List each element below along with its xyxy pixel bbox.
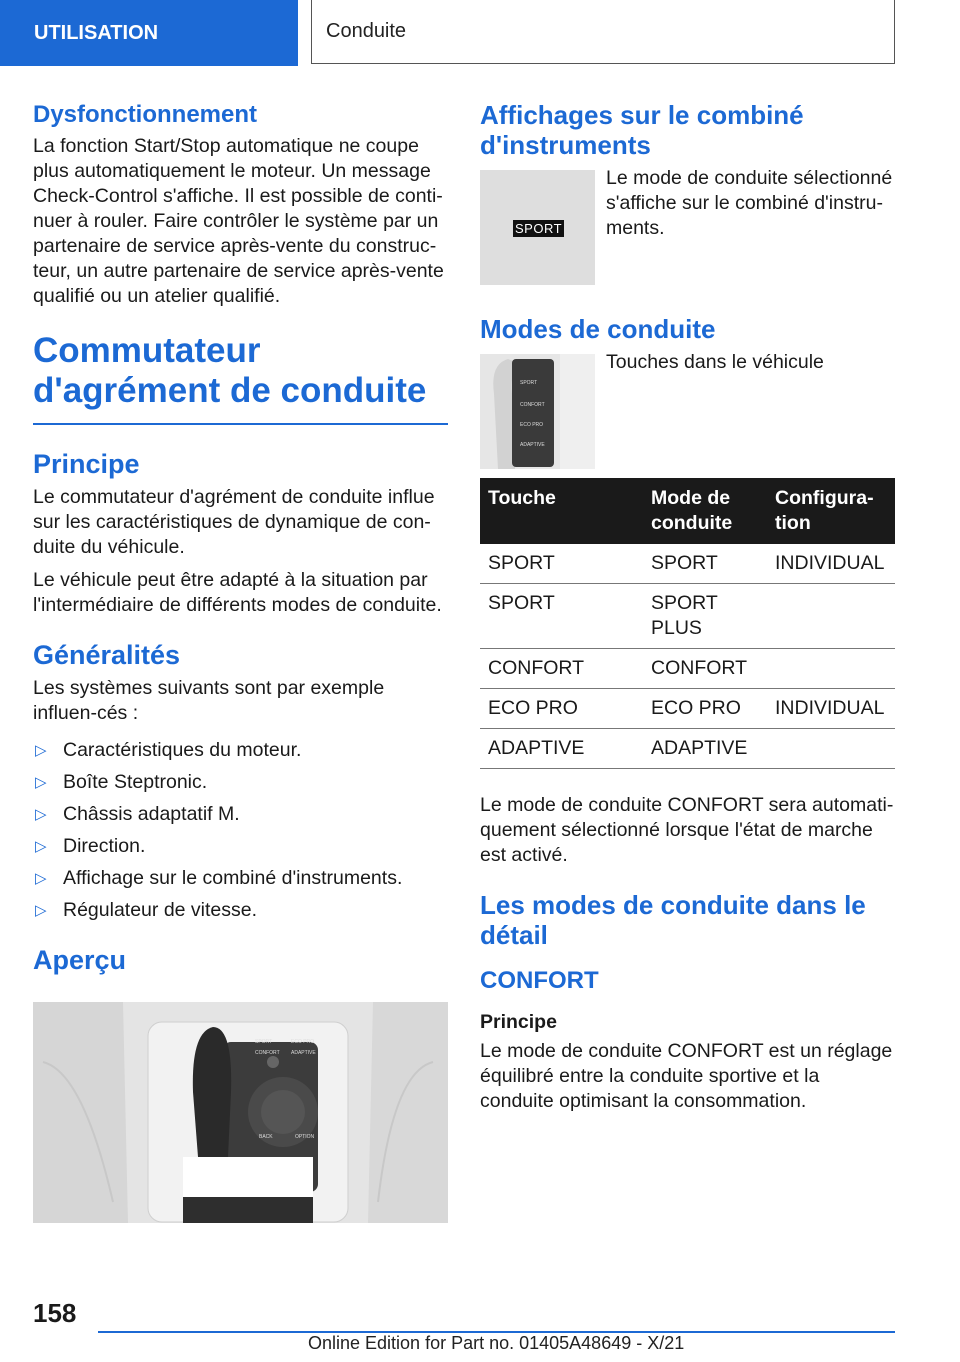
table-cell: INDIVIDUAL [767, 544, 895, 584]
table-header-row [480, 478, 895, 544]
label-principe: Principe [480, 1011, 557, 1033]
footer-edition: Online Edition for Part no. 01405A48649 - X/21 [308, 1333, 685, 1353]
button-label-confort: CONFORT [520, 402, 545, 408]
heading-detail: Les modes de conduite dans le détail [480, 890, 866, 950]
table-cell [767, 729, 895, 769]
heading-dysfonctionnement: Dysfonctionnement [33, 101, 258, 128]
list-item: ▷ Boîte Steptronic. [35, 771, 208, 793]
modes-table [480, 478, 895, 769]
page-number: 158 [33, 1298, 77, 1328]
table-cell: ADAPTIVE [643, 729, 767, 769]
systems-list [33, 738, 448, 923]
console-label-confort: CONFORT [255, 1050, 280, 1056]
heading-affichages: Affichages sur le combiné d'instruments [480, 100, 804, 160]
table-cell: SPORT PLUS [643, 584, 767, 649]
table-header-cell: Configura-tion [767, 478, 895, 544]
table-row [480, 544, 895, 584]
table-cell: ADAPTIVE [480, 729, 643, 769]
table-cell: ECO PRO [643, 689, 767, 729]
table-cell [767, 584, 895, 649]
chapter-title: Conduite [311, 0, 895, 64]
mode-buttons-image [480, 354, 595, 469]
table-header-cell: Touche [480, 478, 643, 544]
console-label-option: OPTION [295, 1134, 315, 1140]
title-divider [33, 423, 448, 425]
table-cell: ECO PRO [480, 689, 643, 729]
table-cell: SPORT [643, 544, 767, 584]
triangle-bullet-icon: ▷ [35, 838, 47, 855]
center-console-image [33, 1002, 448, 1223]
paragraph-affichages: Le mode de conduite sélectionné s'affiche sur le combiné d'instru-ments. [606, 167, 893, 239]
list-item: ▷ Direction. [35, 835, 146, 857]
table-cell: CONFORT [643, 649, 767, 689]
paragraph-confort: Le mode de conduite CONFORT est un réglage équilibré entre la conduite sportive et la conduite optimisant la consommation. [480, 1040, 893, 1112]
button-label-adaptive: ADAPTIVE [520, 442, 545, 448]
console-label-adaptive: ADAPTIVE [291, 1050, 316, 1056]
paragraph-after-table: Le mode de conduite CONFORT sera automati-quement sélectionné lorsque l'état de marche est activé. [480, 794, 894, 866]
button-label-eco-pro: ECO PRO [520, 422, 544, 428]
table-cell: CONFORT [480, 649, 643, 689]
console-label-sport: SPORT [255, 1039, 273, 1045]
table-row [480, 584, 895, 649]
right-column [480, 100, 895, 1122]
triangle-bullet-icon: ▷ [35, 742, 47, 759]
center-console-illustration [33, 1002, 448, 1223]
button-label-sport: SPORT [520, 380, 538, 386]
table-cell: INDIVIDUAL [767, 689, 895, 729]
table-cell: SPORT [480, 584, 643, 649]
table-row [480, 689, 895, 729]
paragraph-principe-2: Le véhicule peut être adapté à la situation par l'intermédiaire de différents modes de conduite. [33, 569, 442, 616]
table-row [480, 729, 895, 769]
console-label-back: BACK [259, 1134, 273, 1140]
section-tab: UTILISATION [0, 0, 298, 66]
table-cell: SPORT [480, 544, 643, 584]
paragraph-generalites: Les systèmes suivants sont par exemple influen-cés : [33, 677, 385, 724]
heading-modes: Modes de conduite [480, 314, 716, 344]
paragraph-modes: Touches dans le véhicule [606, 351, 824, 373]
triangle-bullet-icon: ▷ [35, 902, 47, 919]
list-item: ▷ Châssis adaptatif M. [35, 803, 240, 825]
triangle-bullet-icon: ▷ [35, 806, 47, 823]
heading-apercu: Aperçu [33, 945, 127, 975]
table-header-cell: Mode de conduite [643, 478, 767, 544]
list-item: ▷ Caractéristiques du moteur. [35, 739, 302, 761]
console-label-eco-pro: ECO PRO [291, 1039, 315, 1045]
left-column [33, 100, 448, 1140]
heading-generalites: Généralités [33, 640, 181, 670]
page-title: Commutateur d'agrément de conduite [33, 331, 427, 410]
triangle-bullet-icon: ▷ [35, 870, 47, 887]
paragraph-principe-1: Le commutateur d'agrément de conduite influe sur les caractéristiques de dynamique de con-duite du véhicule. [33, 486, 435, 558]
table-cell [767, 649, 895, 689]
list-item: ▷ Affichage sur le combiné d'instruments. [35, 867, 403, 889]
sport-mode-badge: SPORT [515, 221, 563, 236]
triangle-bullet-icon: ▷ [35, 774, 47, 791]
mode-buttons-illustration [480, 354, 595, 469]
paragraph-dysfonctionnement: La fonction Start/Stop automatique ne coupe plus automatiquement le moteur. Un message Check-Control s'affiche. Il est possible de conti-nuer à rouler. Faire contrôler le système par un partenaire de service après-vente du construc-teur, un autre partenaire de service après-vente qualifié ou un atelier qualifié. [33, 135, 444, 307]
table-row [480, 649, 895, 689]
heading-confort: CONFORT [480, 967, 599, 994]
cluster-display-image [480, 170, 595, 285]
heading-principe: Principe [33, 449, 140, 479]
list-item: ▷ Régulateur de vitesse. [35, 899, 258, 921]
